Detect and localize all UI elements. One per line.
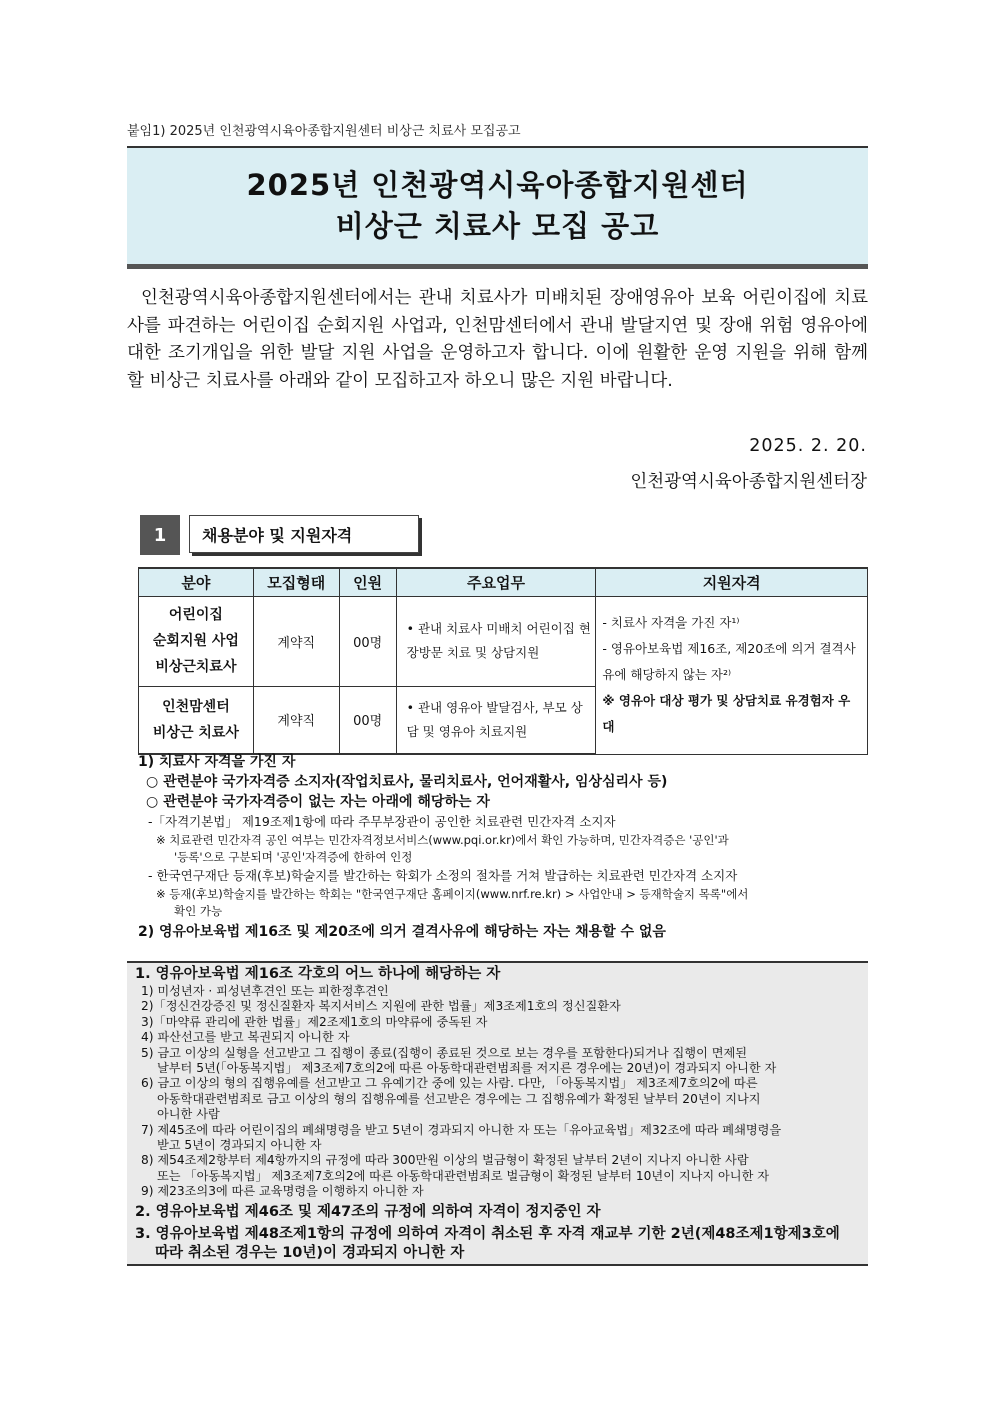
header-duty: 주요업무	[396, 568, 596, 596]
note-1b: ○ 관련분야 국가자격증이 없는 자는 아래에 해당하는 자	[146, 794, 490, 810]
field-line: 인천맘센터	[162, 698, 230, 715]
disq-item: 2)「정신건강증진 및 정신질환자 복지서비스 지원에 관한 법률」제3조제1호의 정신질환자	[141, 999, 621, 1014]
note-2-title: 2) 영유아보육법 제16조 및 제20조에 의거 결격사유에 해당하는 자는 채용할 수 없음	[138, 924, 666, 940]
qualification-1: - 치료사 자격을 가진 자¹⁾	[602, 615, 740, 630]
header-field: 분야	[139, 568, 254, 596]
title-box	[127, 146, 868, 269]
disq-heading-3: 3. 영유아보육법 제48조제1항의 규정에 의하여 자격이 취소된 후 자격 재교부 기한 2년(제48조제1항제3호에	[135, 1225, 840, 1242]
note-1-title: 1) 치료사 자격을 가진 자	[138, 754, 296, 770]
page-title-line1: 2025년 인천광역시육아종합지원센터	[246, 168, 749, 202]
field-line: 비상근치료사	[155, 659, 237, 675]
disq-heading-3-cont: 따라 취소된 경우는 10년)이 경과되지 아니한 자	[155, 1244, 465, 1261]
note-1b1-remark-cont: '등록'으로 구분되며 '공인'자격증에 한하여 인정	[174, 850, 413, 864]
disq-item: 4) 파산선고를 받고 복권되지 아니한 자	[141, 1030, 350, 1045]
section-title: 채용분야 및 지원자격	[189, 515, 419, 553]
attachment-label: 붙임1) 2025년 인천광역시육아종합지원센터 비상근 치료사 모집공고	[127, 124, 521, 139]
disq-item-cont: 아동학대관련범죄로 금고 이상의 형의 집행유예를 선고받은 경우에는 그 집행유예가 확정된 날부터 20년이 지나지	[157, 1091, 761, 1106]
disq-item-cont: 받고 5년이 경과되지 아니한 자	[157, 1138, 322, 1153]
section-number: 1	[140, 515, 180, 555]
qualification-2: - 영유아보육법 제16조, 제20조에 의거 결격사유에 해당하지 않는 자²⁾	[602, 641, 856, 682]
table-header-row	[139, 568, 868, 596]
intro-paragraph	[127, 285, 868, 395]
disq-item: 9) 제23조의3에 따른 교육명령을 이행하지 아니한 자	[141, 1184, 424, 1199]
disq-item-cont: 날부터 5년(「아동복지법」 제3조제7호의2에 따른 아동학대관련범죄를 저지른 경우에는 20년)이 경과되지 아니한 자	[157, 1061, 777, 1076]
table-row	[139, 596, 868, 686]
note-1b2-remark: ※ 등재(후보)학술지를 발간하는 학회는 "한국연구재단 홈페이지(www.nrf.re.kr) > 사업안내 > 등재학술지 목록"에서	[156, 887, 749, 901]
note-1b2: - 한국연구재단 등재(후보)학술지를 발간하는 학회가 소정의 절차를 거쳐 발급하는 치료관련 민간자격 소지자	[148, 868, 738, 883]
row-field	[139, 686, 254, 754]
row-count: 00명	[339, 596, 396, 686]
note-1a: ○ 관련분야 국가자격증 소지자(작업치료사, 물리치료사, 언어재활사, 임상심리사 등)	[146, 774, 668, 790]
note-1b1: -「자격기본법」 제19조제1항에 따라 주무부장관이 공인한 치료관련 민간자격 소지자	[148, 814, 616, 829]
row-field	[139, 596, 254, 686]
disqualification-box	[127, 961, 868, 1266]
notice-issuer: 인천광역시육아종합지원센터장	[630, 472, 867, 492]
disq-item: 1) 미성년자 · 피성년후견인 또는 피한정후견인	[141, 984, 389, 998]
disq-item: 6) 금고 이상의 형의 집행유예를 선고받고 그 유예기간 중에 있는 사람. 다만, 「아동복지법」 제3조제7호의2에 따른	[141, 1076, 758, 1091]
row-count: 00명	[339, 686, 396, 754]
field-line: 순회지원 사업	[152, 633, 239, 649]
note-1b1-remark: ※ 치료관련 민간자격 공인 여부는 민간자격정보서비스(www.pqi.or.kr)에서 확인 가능하며, 민간자격증은 '공인'과	[156, 833, 729, 847]
section-header	[140, 515, 419, 555]
page-title-line2: 비상근 치료사 모집 공고	[335, 209, 660, 243]
row-type: 계약직	[253, 686, 339, 754]
disq-item-cont: 또는 「아동복지법」 제3조제7호의2에 따른 아동학대관련범죄로 벌금형이 확정된 날부터 10년이 지나지 아니한 자	[157, 1168, 770, 1183]
disq-heading-1: 1. 영유아보육법 제16조 각호의 어느 하나에 해당하는 자	[135, 966, 501, 982]
note-1b2-remark-cont: 확인 가능	[174, 904, 223, 918]
disq-item-cont: 아니한 사람	[157, 1107, 220, 1122]
row-duty: • 관내 영유아 발달검사, 부모 상담 및 영유아 치료지원	[396, 686, 596, 754]
qualification-cell	[596, 596, 868, 754]
row-type: 계약직	[253, 596, 339, 686]
header-count: 인원	[339, 568, 396, 596]
disq-item: 7) 제45조에 따라 어린이집의 폐쇄명령을 받고 5년이 경과되지 아니한 자 또는「유아교육법」제32조에 따라 폐쇄명령을	[141, 1122, 782, 1137]
field-line: 비상근 치료사	[152, 724, 239, 741]
field-line: 어린이집	[168, 607, 223, 623]
row-duty: • 관내 치료사 미배치 어린이집 현장방문 치료 및 상담지원	[396, 596, 596, 686]
header-qualification: 지원자격	[596, 568, 868, 596]
disq-heading-2: 2. 영유아보육법 제46조 및 제47조의 규정에 의하여 자격이 정지중인 자	[135, 1203, 601, 1220]
qualification-preferred: ※ 영유아 대상 평가 및 상담치료 유경험자 우대	[602, 693, 851, 734]
disq-item: 8) 제54조제2항부터 제4항까지의 규정에 따라 300만원 이상의 벌금형이 확정된 날부터 2년이 지나지 아니한 사람	[141, 1153, 749, 1168]
notes-section	[138, 752, 868, 942]
disq-item: 3)「마약류 관리에 관한 법률」제2조제1호의 마약류에 중독된 자	[141, 1014, 488, 1029]
disq-item: 5) 금고 이상의 실형을 선고받고 그 집행이 종료(집행이 종료된 것으로 보는 경우를 포함한다)되거나 집행이 면제된	[141, 1045, 748, 1060]
recruitment-table	[138, 567, 868, 755]
intro-text: 인천광역시육아종합지원센터에서는 관내 치료사가 미배치된 장애영유아 보육 어린이집에 치료사를 파견하는 어린이집 순회지원 사업과, 인천맘센터에서 관내 발달지연 및 장애 위험 영유아에 대한 조기개입을 위한 발달 지원 사업을 운영하고자 합니다. 이에 원활한 운영 지원을 위해 함께 할 비상근 치료사를 아래와 같이 모집하고자 하오니 많은 지원 바랍니다.	[127, 288, 868, 391]
header-type: 모집형태	[253, 568, 339, 596]
notice-date: 2025. 2. 20.	[749, 436, 867, 456]
